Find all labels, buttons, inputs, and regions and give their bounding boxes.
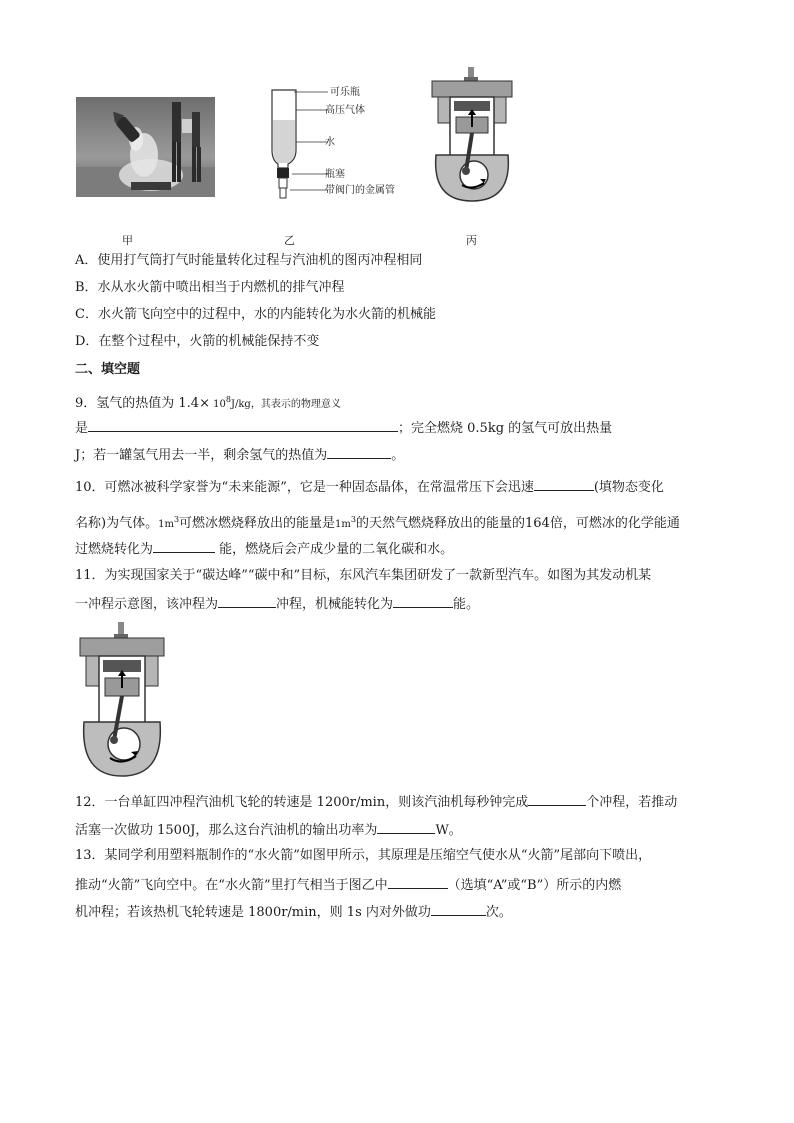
q10-blank-state-change[interactable] <box>534 478 594 491</box>
q9-times: × <box>199 396 210 411</box>
q10-text-2c: 的天然气燃烧释放出的能量的 <box>356 516 526 531</box>
figure-bing-engine <box>428 67 516 205</box>
q10-m3-a: 1m <box>158 519 174 530</box>
q9-text-3b: 。 <box>391 448 405 463</box>
q12-blank-power[interactable] <box>377 821 435 834</box>
q10-m3-b: 1m <box>335 519 351 530</box>
q12-text-1b: 个冲程，若推动 <box>586 795 678 810</box>
q10-text-1a: 10．可燃冰被科学家誉为“未来能源”，它是一种固态晶体，在常温常压下会迅速 <box>75 480 534 495</box>
q11-line-2 <box>75 595 479 613</box>
q10-line-2 <box>75 512 680 533</box>
figure-yi-label-bottle: 可乐瓶 <box>330 87 360 98</box>
q9-exponent: 8 <box>225 395 231 404</box>
q13-blank-stroke-choice[interactable] <box>388 876 448 889</box>
q10-exp-a: 3 <box>173 515 180 524</box>
q9-line-1 <box>75 392 341 413</box>
figure-yi-label-water: 水 <box>325 137 335 148</box>
q13-blank-work-count[interactable] <box>431 903 486 916</box>
q9-line-2 <box>75 419 612 437</box>
q13-text-3a: 机冲程；若该热机飞轮转速是 1800r/min，则 1s 内对外做功 <box>75 905 431 920</box>
q8-option-c: C．水火箭飞向空中的过程中，水的内能转化为水火箭的机械能 <box>75 307 436 322</box>
q13-text-3b: 次。 <box>485 905 512 920</box>
q11-line-1: 11．为实现国家关于“碳达峰”“碳中和”目标，东风汽车集团研发了一款新型汽车。如图为其发动机某 <box>75 568 652 583</box>
figure-yi-label-stopper: 瓶塞 <box>325 169 345 180</box>
q11-blank-stroke[interactable] <box>218 595 276 608</box>
q13-text-2b: （选填“A”或“B”）所示的内燃 <box>447 878 622 893</box>
q10-number-164: 164 <box>525 516 550 531</box>
q11-blank-energy[interactable] <box>393 595 453 608</box>
q9-text-1b: 10 <box>209 399 226 410</box>
q9-blank-heat-value[interactable] <box>327 446 391 459</box>
q9-text-1a: 9．氢气的热值为 1.4 <box>75 396 200 411</box>
q10-text-2a: 名称)为气体。 <box>75 516 159 531</box>
q12-text-2b: W。 <box>435 823 462 838</box>
q13-line-3 <box>75 903 512 921</box>
q9-blank-meaning[interactable] <box>88 419 398 432</box>
q10-text-2d: 倍，可燃冰的化学能通 <box>549 516 680 531</box>
q10-exp-b: 3 <box>350 515 356 524</box>
q12-line-2 <box>75 821 462 839</box>
q10-text-2b: 可燃冰燃烧释放出的能量是 <box>179 516 336 531</box>
q10-text-3b: 能，燃烧后会产成少量的二氧化碳和水。 <box>215 542 454 557</box>
q8-option-b: B．水从水火箭中喷出相当于内燃机的排气冲程 <box>75 280 345 295</box>
q10-text-3a: 过燃烧转化为 <box>75 542 154 557</box>
q10-line-3 <box>75 540 453 558</box>
q12-blank-strokes[interactable] <box>528 793 586 806</box>
q10-text-1b: (填物态变化 <box>593 480 664 495</box>
q11-text-2a: 一冲程示意图，该冲程为 <box>75 597 219 612</box>
q13-line-1: 13．某同学利用塑料瓶制作的“水火箭”如图甲所示，其原理是压缩空气使水从“火箭”尾部向下喷出， <box>75 848 652 863</box>
q11-text-2c: 能。 <box>453 597 480 612</box>
q12-line-1 <box>75 793 677 811</box>
figure-bing-caption: 丙 <box>466 234 477 247</box>
figure-yi-leader-lines <box>290 86 330 196</box>
figure-jia-photo <box>76 97 215 197</box>
q11-engine-figure <box>76 620 168 780</box>
q13-text-2a: 推动“火箭”飞向空中。在“水火箭”里打气相当于图乙中 <box>75 878 388 893</box>
q8-option-d: D．在整个过程中，火箭的机械能保持不变 <box>75 334 320 349</box>
q9-text-2a: 是 <box>75 421 89 436</box>
q9-line-3 <box>75 446 404 464</box>
q10-line-1 <box>75 478 664 496</box>
q9-text-1d: J/kg，其表示的物理意义 <box>230 399 341 410</box>
q9-text-2b: ；完全燃烧 0.5kg 的氢气可放出热量 <box>398 421 613 436</box>
q13-line-2 <box>75 876 621 894</box>
figure-yi-label-gas: 高压气体 <box>325 105 365 116</box>
figure-yi-caption: 乙 <box>284 234 295 247</box>
q10-blank-energy-form[interactable] <box>153 540 215 553</box>
figure-yi-label-tube: 带阀门的金属管 <box>325 185 395 196</box>
q12-text-1a: 12．一台单缸四冲程汽油机飞轮的转速是 1200r/min，则该汽油机每秒钟完成 <box>75 795 529 810</box>
q8-option-a: A．使用打气筒打气时能量转化过程与汽油机的图丙冲程相同 <box>75 253 423 268</box>
q12-text-2a: 活塞一次做功 1500J，那么这台汽油机的输出功率为 <box>75 823 378 838</box>
section-title: 二、填空题 <box>75 362 141 377</box>
figure-jia-caption: 甲 <box>122 234 133 247</box>
q9-text-3a: J；若一罐氢气用去一半，剩余氢气的热值为 <box>75 448 328 463</box>
q11-text-2b: 冲程，机械能转化为 <box>276 597 394 612</box>
